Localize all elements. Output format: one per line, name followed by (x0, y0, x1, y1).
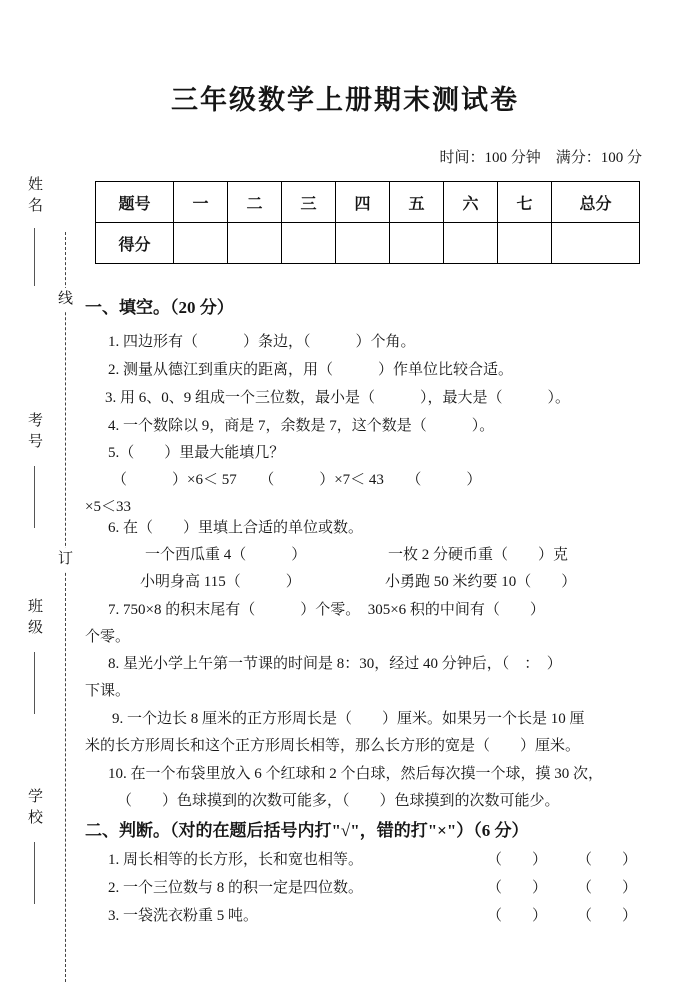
score-table-cell: 一 (174, 182, 228, 223)
judge-paren: （ ） (487, 852, 548, 868)
section1-heading: 一、填空。（20 分） (85, 298, 234, 317)
section2-heading: 二、判断。（对的在题后括号内打"√"，错的打"×"）（6 分） (85, 821, 529, 840)
judge-paren: （ ） (577, 908, 638, 924)
judge-paren: （ ） (577, 880, 638, 896)
judge-paren: （ ） (487, 908, 548, 924)
score-empty-cell (174, 223, 228, 264)
time-score-meta: 时间：100 分钟 满分：100 分 (439, 150, 642, 166)
score-table-score-row (96, 223, 640, 264)
score-table-cell: 五 (390, 182, 444, 223)
score-empty-cell (552, 223, 640, 264)
fill-blank-line-6a: 一个西瓜重 4（ ） (145, 547, 307, 563)
score-empty-cell (282, 223, 336, 264)
fill-blank-line-7b: 个零。 (85, 629, 131, 645)
fill-blank-line-6b: 一枚 2 分硬币重（ ）克 (388, 547, 569, 563)
fill-blank-line-6c: 小明身高 115（ ） (140, 574, 301, 590)
score-label-cell: 得分 (96, 223, 174, 264)
name-write-line (34, 228, 35, 286)
fill-blank-line-6: 6. 在（ ）里填上合适的单位或数。 (108, 520, 364, 536)
school-write-line (34, 842, 35, 904)
score-table-header-row (96, 182, 640, 223)
fill-blank-line-5c: ×5＜33 (85, 499, 131, 515)
score-table-cell: 四 (336, 182, 390, 223)
score-table-cell: 七 (498, 182, 552, 223)
score-empty-cell (228, 223, 282, 264)
fill-blank-line-10b: （ ）色球摸到的次数可能多，（ ）色球摸到的次数可能少。 (117, 793, 560, 809)
score-table-cell: 六 (444, 182, 498, 223)
score-table-cell: 三 (282, 182, 336, 223)
fill-blank-line-6d: 小勇跑 50 米约要 10（ ） (385, 574, 577, 590)
judge-item-1: 1. 周长相等的长方形，长和宽也相等。 (108, 852, 364, 868)
fill-blank-line-5b: （ ）×6＜ 57 （ ）×7＜ 43 （ ） (112, 472, 482, 488)
judge-item-3: 3. 一袋洗衣粉重 5 吨。 (108, 908, 259, 924)
fill-blank-line-8b: 下课。 (85, 683, 131, 699)
margin-school-label: 学校 (26, 788, 42, 830)
examno-write-line (34, 466, 35, 528)
fill-blank-line-4: 4. 一个数除以 9，商是 7，余数是 7，这个数是（ ）。 (108, 418, 495, 434)
fill-blank-line-9: 9. 一个边长 8 厘米的正方形周长是（ ）厘米。如果另一个长是 10 厘 (112, 711, 585, 727)
score-empty-cell (498, 223, 552, 264)
score-empty-cell (336, 223, 390, 264)
score-empty-cell (390, 223, 444, 264)
judge-paren: （ ） (487, 880, 548, 896)
class-write-line (34, 652, 35, 714)
page-title: 三年级数学上册期末测试卷 (171, 85, 519, 115)
score-table-cell: 题号 (96, 182, 174, 223)
margin-class-label: 班级 (26, 598, 42, 640)
judge-paren: （ ） (577, 852, 638, 868)
margin-name-label: 姓名 (26, 176, 42, 218)
fill-blank-line-10: 10. 在一个布袋里放入 6 个红球和 2 个白球，然后每次摸一个球，摸 30 次， (108, 766, 604, 782)
fill-blank-line-9b: 米的长方形周长和这个正方形周长相等，那么长方形的宽是（ ）厘米。 (85, 738, 581, 754)
score-table-cell: 二 (228, 182, 282, 223)
score-empty-cell (444, 223, 498, 264)
binding-dashed-line (65, 232, 66, 982)
score-table-cell: 总分 (552, 182, 640, 223)
fill-blank-line-1: 1. 四边形有（ ）条边，（ ）个角。 (108, 334, 416, 350)
binding-char-ding: 订 (58, 548, 73, 571)
fill-blank-line-8: 8. 星光小学上午第一节课的时间是 8：30，经过 40 分钟后，（ ： ） (108, 656, 562, 672)
fill-blank-line-2: 2. 测量从德江到重庆的距离，用（ ）作单位比较合适。 (108, 362, 514, 378)
fill-blank-line-5: 5.（ ）里最大能填几？ (108, 445, 285, 461)
margin-examno-label: 考号 (26, 412, 42, 454)
binding-char-xian: 线 (58, 288, 73, 311)
score-table (95, 181, 640, 264)
fill-blank-line-3: 3. 用 6、0、9 组成一个三位数，最小是（ ），最大是（ ）。 (105, 390, 571, 406)
judge-item-2: 2. 一个三位数与 8 的积一定是四位数。 (108, 880, 364, 896)
fill-blank-line-7: 7. 750×8 的积末尾有（ ）个零。 305×6 积的中间有（ ） (108, 602, 545, 618)
